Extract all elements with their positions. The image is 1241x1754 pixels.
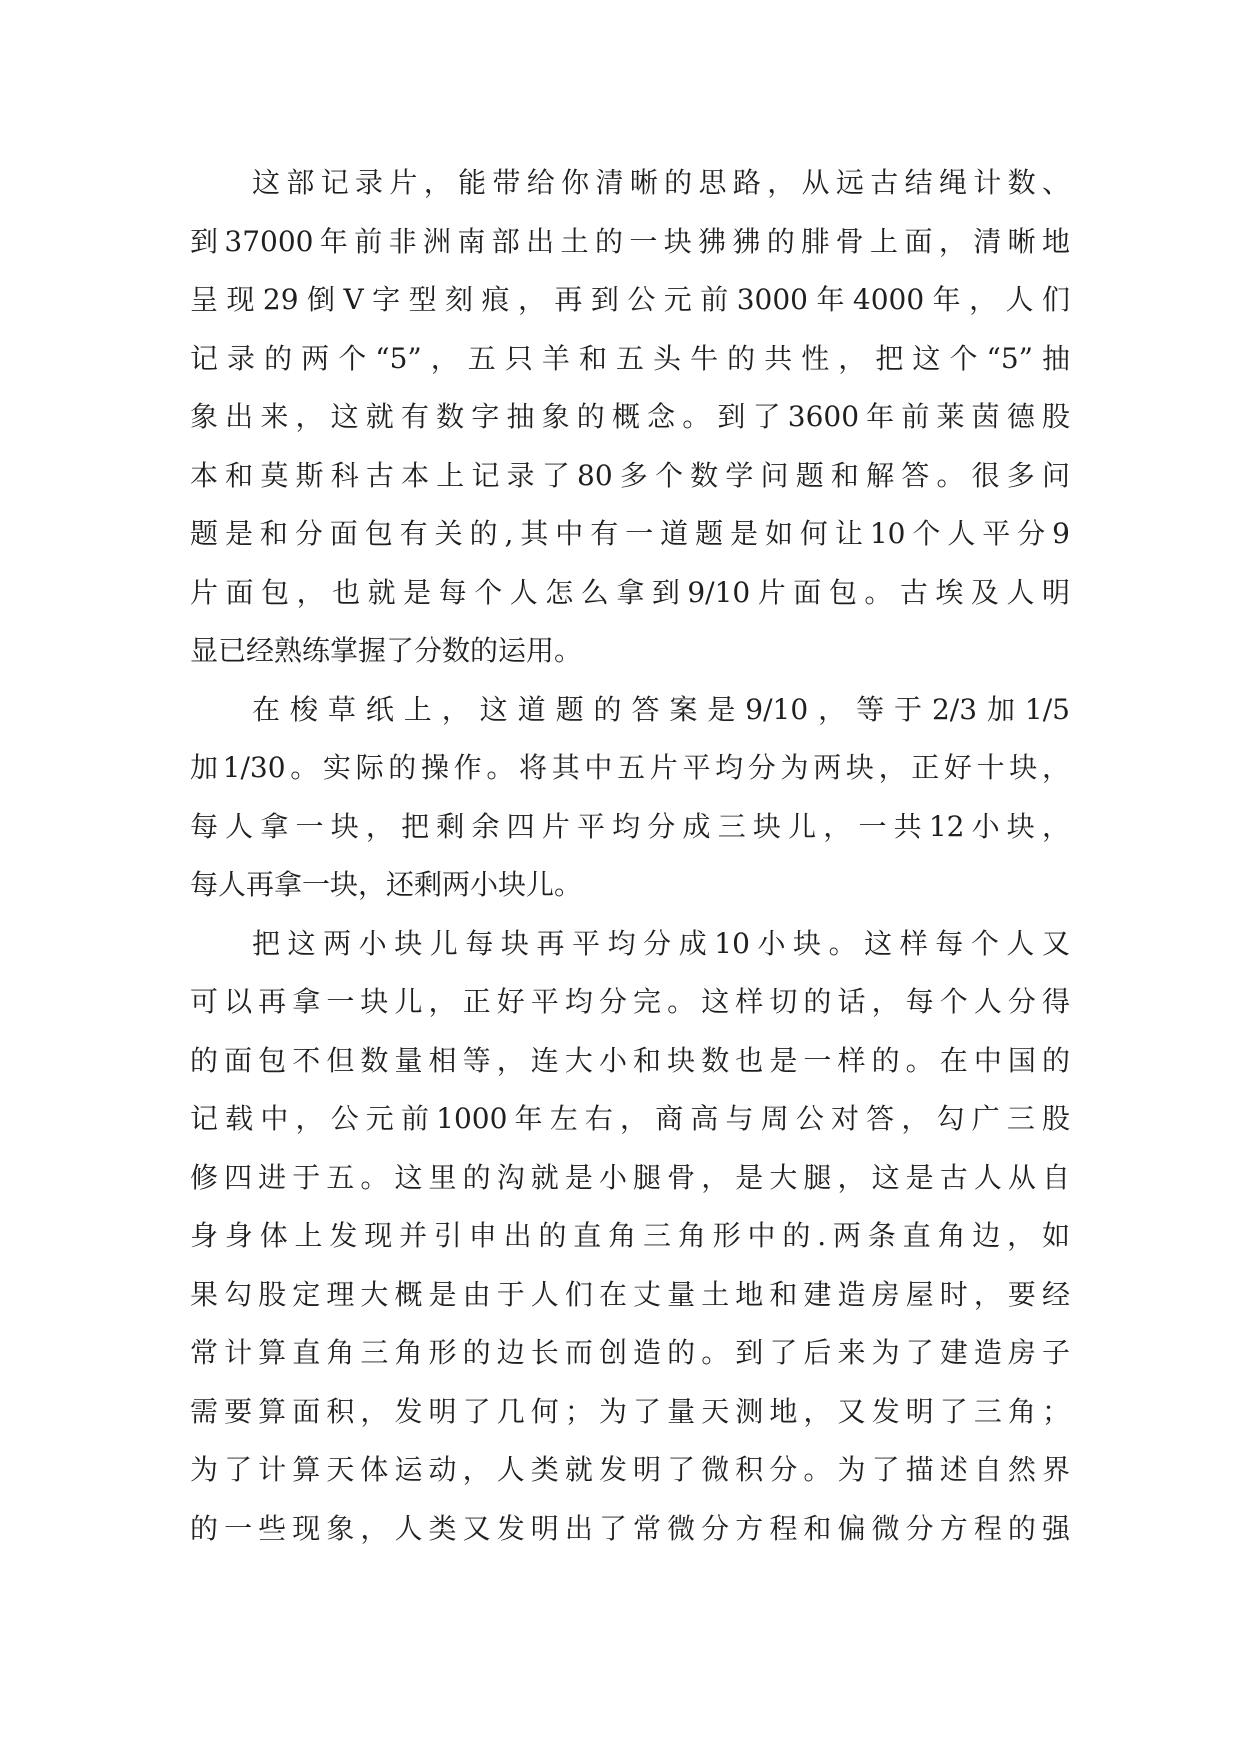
text-line: 片面包，也就是每个人怎么拿到9/10片面包。古埃及人明 <box>190 575 1070 609</box>
text-line: 为了计算天体运动，人类就发明了微积分。为了描述自然界 <box>190 1453 1070 1486</box>
text-line: 身身体上发现并引申出的直角三角形中的.两条直角边，如 <box>190 1219 1070 1252</box>
text-line: 需要算面积，发明了几何；为了量天测地，又发明了三角； <box>190 1394 1070 1428</box>
text-line: 加1/30。实际的操作。将其中五片平均分为两块，正好十块， <box>190 751 1070 784</box>
text-line: 记载中，公元前1000年左右，商高与周公对答，勾广三股 <box>190 1102 1070 1135</box>
text-line: 题是和分面包有关的,其中有一道题是如何让10个人平分9 <box>190 517 1070 550</box>
text-line: 的一些现象，人类又发明出了常微分方程和偏微分方程的强 <box>190 1511 1070 1545</box>
text-line: 每人再拿一块，还剩两小块儿。 <box>190 868 583 901</box>
text-line: 呈现29倒V字型刻痕，再到公元前3000年4000年，人们 <box>190 283 1070 316</box>
body-text <box>190 154 1070 1558</box>
text-line: 的面包不但数量相等，连大小和块数也是一样的。在中国的 <box>190 1043 1070 1077</box>
text-line: 显已经熟练掌握了分数的运用。 <box>190 634 583 667</box>
text-line: 象出来，这就有数字抽象的概念。到了3600年前莱茵德股 <box>190 400 1070 433</box>
text-line: 这部记录片，能带给你清晰的思路，从远古结绳计数、 <box>252 166 1070 199</box>
text-line: 每人拿一块，把剩余四片平均分成三块儿，一共12小块， <box>190 809 1070 843</box>
text-line: 本和莫斯科古本上记录了80多个数学问题和解答。很多问 <box>190 458 1070 492</box>
text-line: 修四进于五。这里的沟就是小腿骨，是大腿，这是古人从自 <box>190 1160 1070 1194</box>
text-line: 常计算直角三角形的边长而创造的。到了后来为了建造房子 <box>190 1336 1070 1369</box>
text-line: 到37000年前非洲南部出土的一块狒狒的腓骨上面，清晰地 <box>190 224 1070 258</box>
text-line: 果勾股定理大概是由于人们在丈量土地和建造房屋时，要经 <box>190 1277 1070 1311</box>
text-line: 在梭草纸上，这道题的答案是9/10，等于2/3加1/5 <box>252 692 1070 726</box>
text-line: 可以再拿一块儿，正好平均分完。这样切的话，每个人分得 <box>190 985 1070 1018</box>
text-line: 记录的两个“5”，五只羊和五头牛的共性，把这个“5”抽 <box>190 341 1070 375</box>
text-line: 把这两小块儿每块再平均分成10小块。这样每个人又 <box>252 926 1070 960</box>
